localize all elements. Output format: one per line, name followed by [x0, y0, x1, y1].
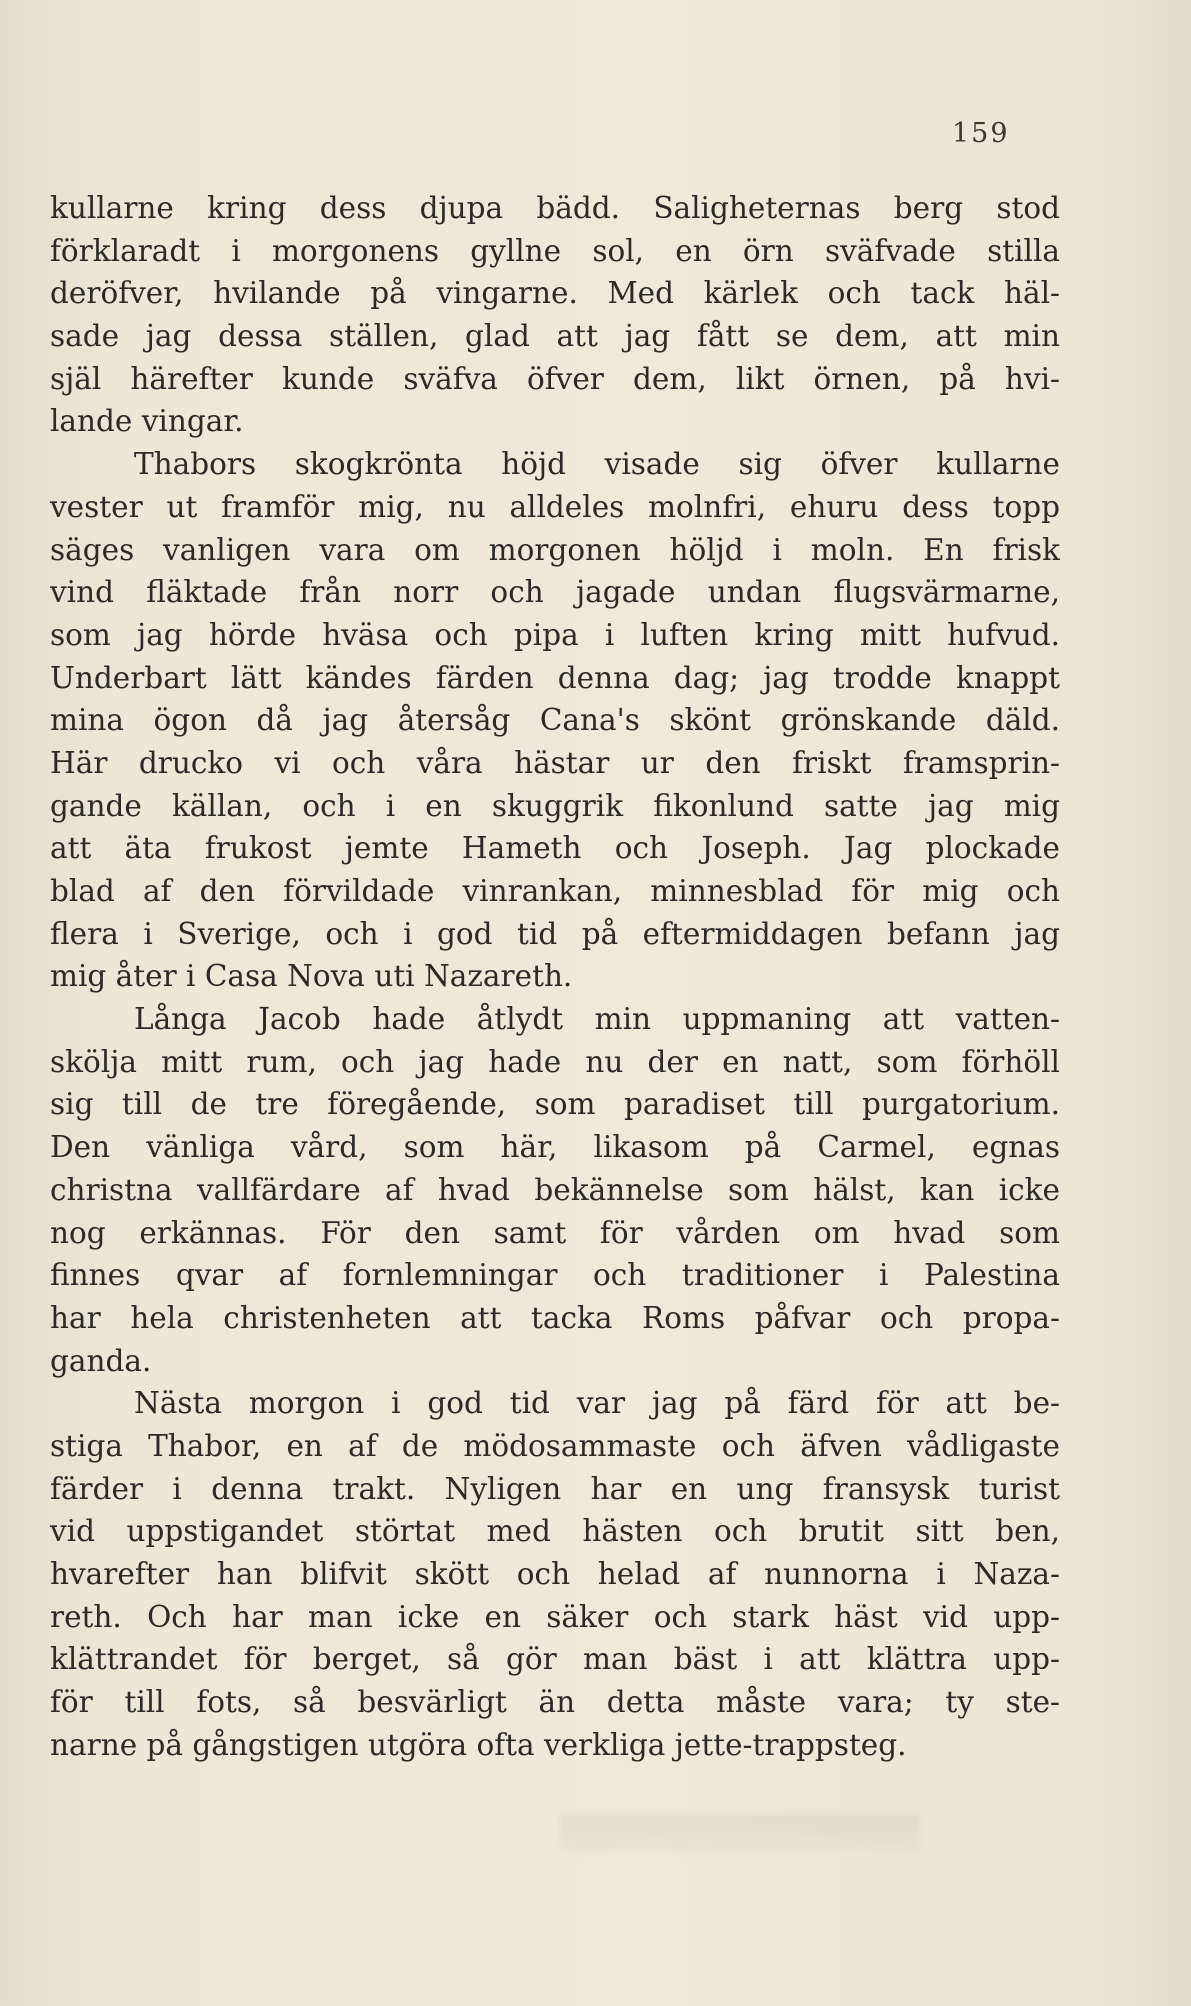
text-line: Underbart lätt kändes färden denna dag; jag trodde knappt	[50, 660, 1060, 695]
text-line: Långa Jacob hade åtlydt min uppmaning att vatten-	[134, 1002, 1060, 1037]
text-line: flera i Sverige, och i god tid på eftermiddagen befann jag	[50, 916, 1060, 951]
text-line: förklaradt i morgonens gyllne sol, en örn sväfvade stilla	[50, 233, 1060, 268]
text-line: sig till de tre föregående, som paradiset till purgatorium.	[50, 1087, 1060, 1122]
text-line: narne på gångstigen utgöra ofta verkliga jette-trappsteg.	[50, 1727, 907, 1762]
text-line: har hela christenheten att tacka Roms påfvar och propa-	[50, 1300, 1060, 1335]
text-line: kullarne kring dess djupa bädd. Saligheternas berg stod	[50, 191, 1060, 225]
text-line: säges vanligen vara om morgonen höljd i moln. En frisk	[50, 532, 1060, 567]
text-line: som jag hörde hväsa och pipa i luften kring mitt hufvud.	[50, 617, 1060, 652]
body-text	[50, 187, 1060, 1766]
text-line: finnes qvar af fornlemningar och traditioner i Palestina	[50, 1258, 1060, 1293]
text-line: deröfver, hvilande på vingarne. Med kärlek och tack häl-	[50, 276, 1060, 311]
text-line: Här drucko vi och våra hästar ur den friskt framsprin-	[50, 745, 1060, 780]
show-through-smudge	[560, 1814, 920, 1852]
text-line: lande vingar.	[50, 404, 244, 439]
text-line: reth. Och har man icke en säker och stark häst vid upp-	[50, 1599, 1060, 1634]
page-number: 159	[952, 118, 1010, 149]
text-line: för till fots, så besvärligt än detta måste vara; ty ste-	[50, 1685, 1060, 1720]
text-line: hvarefter han blifvit skött och helad af nunnorna i Naza-	[50, 1557, 1060, 1591]
text-line: Den vänliga vård, som här, likasom på Carmel, egnas	[50, 1130, 1060, 1165]
text-line: klättrandet för berget, så gör man bäst i att klättra upp-	[50, 1642, 1060, 1677]
text-line: gande källan, och i en skuggrik fikonlund satte jag mig	[50, 788, 1060, 823]
text-line: nog erkännas. För den samt för vården om hvad som	[50, 1215, 1060, 1250]
text-line: vester ut framför mig, nu alldeles molnfri, ehuru dess topp	[50, 489, 1060, 524]
text-line: själ härefter kunde sväfva öfver dem, likt örnen, på hvi-	[50, 361, 1060, 396]
text-line: ganda.	[50, 1343, 152, 1378]
text-line: Thabors skogkrönta höjd visade sig öfver kullarne	[134, 447, 1060, 482]
text-line: vid uppstigandet störtat med hästen och brutit sitt ben,	[50, 1514, 1060, 1549]
text-line: att äta frukost jemte Hameth och Joseph. Jag plockade	[50, 831, 1060, 866]
text-line: stiga Thabor, en af de mödosammaste och äfven vådligaste	[50, 1428, 1060, 1463]
text-line: färder i denna trakt. Nyligen har en ung fransysk turist	[50, 1471, 1060, 1506]
text-line: sade jag dessa ställen, glad att jag fått se dem, att min	[50, 319, 1060, 354]
text-line: mina ögon då jag återsåg Cana's skönt grönskande däld.	[50, 703, 1060, 738]
text-line: vind fläktade från norr och jagade undan flugsvärmarne,	[50, 575, 1060, 610]
text-line: blad af den förvildade vinrankan, minnesblad för mig och	[50, 874, 1060, 908]
text-line: skölja mitt rum, och jag hade nu der en natt, som förhöll	[50, 1044, 1060, 1079]
text-line: Nästa morgon i god tid var jag på färd för att be-	[134, 1386, 1060, 1421]
text-line: christna vallfärdare af hvad bekännelse som hälst, kan icke	[50, 1172, 1060, 1207]
text-line: mig åter i Casa Nova uti Nazareth.	[50, 959, 573, 994]
